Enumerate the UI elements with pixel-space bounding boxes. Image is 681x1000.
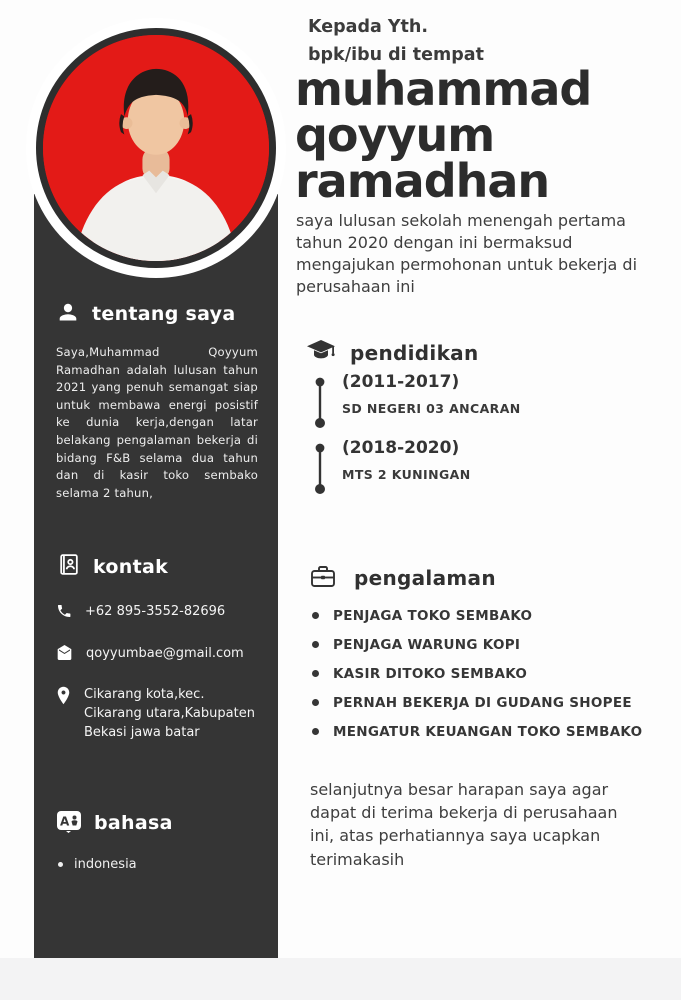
experience-item: MENGATUR KEUANGAN TOKO SEMBAKO bbox=[312, 724, 642, 740]
closing-paragraph: selanjutnya besar harapan saya agar dapat di terima bekerja di perusahaan ini, atas perhatiannya saya ucapkan terimakasih bbox=[310, 780, 618, 869]
about-title: tentang saya bbox=[92, 303, 236, 325]
address-text: Cikarang kota,kec. Cikarang utara,Kabupaten Bekasi jawa batar bbox=[84, 687, 255, 741]
contact-row-address bbox=[56, 686, 258, 743]
email-address: qoyyumbae@gmail.com bbox=[86, 646, 244, 662]
contact-row-email bbox=[56, 645, 258, 664]
timeline-connector-icon bbox=[314, 442, 326, 496]
name-line-2: qoyyum bbox=[295, 108, 495, 162]
timeline-connector-icon bbox=[314, 376, 326, 430]
briefcase-icon bbox=[310, 564, 336, 592]
education-header bbox=[306, 338, 479, 368]
contact-row-phone bbox=[56, 603, 258, 623]
education-title: pendidikan bbox=[350, 341, 479, 365]
language-list bbox=[56, 857, 258, 872]
about-header bbox=[56, 300, 258, 328]
applicant-name bbox=[295, 62, 592, 208]
experience-item: PENJAGA WARUNG KOPI bbox=[312, 637, 642, 653]
education-list bbox=[314, 372, 521, 504]
language-header bbox=[56, 809, 258, 837]
graduation-cap-icon bbox=[306, 338, 336, 368]
bottom-strip bbox=[0, 958, 681, 1000]
experience-title: pengalaman bbox=[354, 566, 496, 590]
education-item bbox=[314, 372, 521, 430]
envelope-icon bbox=[56, 645, 73, 664]
phone-number: +62 895-3552-82696 bbox=[85, 604, 226, 620]
experience-item: PERNAH BEKERJA DI GUDANG SHOPEE bbox=[312, 695, 642, 711]
svg-text:A: A bbox=[60, 814, 70, 829]
education-school: SD NEGERI 03 ANCARAN bbox=[342, 401, 521, 416]
name-line-1: muhammad bbox=[295, 62, 592, 116]
intro-paragraph: saya lulusan sekolah menengah pertama tahun 2020 dengan ini bermaksud mengajukan permohonan untuk bekerja di perusahaan ini bbox=[296, 211, 638, 296]
profile-photo bbox=[36, 28, 276, 268]
contact-title: kontak bbox=[93, 555, 169, 578]
language-section bbox=[56, 809, 258, 872]
salutation-line-2: bpk/ibu di tempat bbox=[308, 45, 484, 65]
name-line-3: ramadhan bbox=[295, 154, 550, 208]
about-section bbox=[56, 300, 258, 502]
about-text: Saya,Muhammad Qoyyum Ramadhan adalah lulusan tahun 2021 yang penuh semangat siap untuk membawa energi posistif ke dunia kerja,dengan latar belakang pengalaman bekerja di bidang F&B selama dua tahun dan di kasir toko sembako selama 2 tahun, bbox=[56, 345, 258, 500]
salutation-line-1: Kepada Yth. bbox=[308, 17, 429, 37]
contact-section bbox=[56, 552, 258, 743]
contact-book-icon bbox=[56, 552, 81, 581]
education-period: (2018-2020) bbox=[342, 438, 460, 458]
language-item: indonesia bbox=[56, 857, 258, 872]
experience-header bbox=[310, 564, 496, 592]
person-icon bbox=[56, 300, 80, 328]
sidebar bbox=[34, 194, 278, 958]
experience-item: PENJAGA TOKO SEMBAKO bbox=[312, 608, 642, 624]
experience-item: KASIR DITOKO SEMBAKO bbox=[312, 666, 642, 682]
education-item bbox=[314, 438, 521, 496]
salutation bbox=[308, 13, 484, 69]
education-period: (2011-2017) bbox=[342, 372, 460, 392]
location-pin-icon bbox=[56, 686, 71, 709]
language-title: bahasa bbox=[94, 812, 173, 835]
translate-icon bbox=[56, 809, 82, 837]
phone-icon bbox=[56, 603, 72, 623]
contact-header bbox=[56, 552, 258, 581]
education-school: MTS 2 KUNINGAN bbox=[342, 467, 471, 482]
experience-list bbox=[312, 608, 642, 753]
